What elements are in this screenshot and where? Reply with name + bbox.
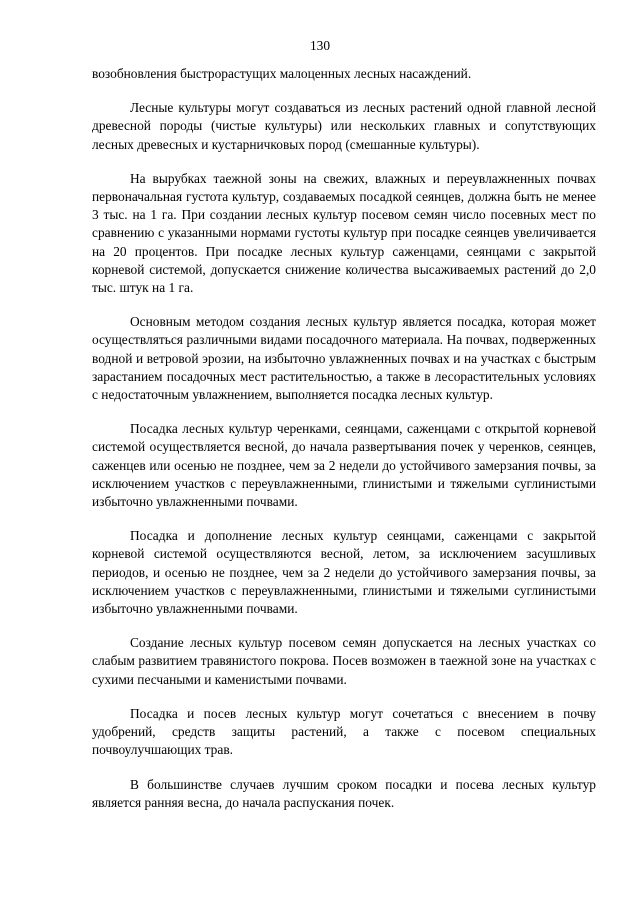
paragraph: Лесные культуры могут создаваться из лесных растений одной главной лесной древесной породы (чистые культуры) или нескольких главных и сопутствующих лесных древесных и кустарничковых пород (смешанные культуры). bbox=[92, 100, 596, 152]
paragraph: Посадка и посев лесных культур могут сочетаться с внесением в почву удобрений, средств защиты растений, а также с посевом специальных почвоулучшающих трав. bbox=[92, 705, 596, 758]
paragraph: Создание лесных культур посевом семян допускается на лесных участках со слабым развитием травянистого покрова. Посев возможен в таежной зоне на участках с сухими песчаными и каменистыми почвами. bbox=[92, 635, 596, 687]
paragraph: В большинстве случаев лучшим сроком посадки и посева лесных культур является ранняя весна, до начала распускания почек. bbox=[92, 776, 596, 810]
paragraph: Посадка и дополнение лесных культур сеянцами, саженцами с закрытой корневой системой осуществляются весной, летом, за исключением засушливых периодов, и осенью не позднее, чем за 2 недели до устойчивого замерзания почвы, за исключением участков с переувлажненными, глинистыми и тяжелыми суглинистыми избыточно увлажненными почвами. bbox=[92, 528, 596, 617]
paragraph: На вырубках таежной зоны на свежих, влажных и переувлажненных почвах первоначальная густота культур, создаваемых посадкой сеянцев, должна быть не менее 3 тыс. на 1 га. При создании лесных культур посевом семян число посевных мест по сравнению с указанными нормами густоты культур при посадке сеянцев увеличивается на 20 процентов. При посадке лесных культур саженцами, сеянцами с закрытой корневой системой, допускается снижение количества высаживаемых растений до 2,0 тыс. штук на 1 га. bbox=[92, 170, 596, 296]
paragraph-continuation: возобновления быстрорастущих малоценных лесных насаждений. bbox=[92, 66, 472, 81]
page-number: 130 bbox=[309, 38, 331, 53]
paragraph: Посадка лесных культур черенками, сеянцами, саженцами с открытой корневой системой осуществляется весной, до начала развертывания почек у черенков, сеянцев, саженцев или осенью не позднее, чем за 2 недели до устойчивого замерзания почвы, за исключением участков с переувлажненными, глинистыми и тяжелыми суглинистыми избыточно увлажненными почвами. bbox=[92, 421, 596, 510]
paragraph: Основным методом создания лесных культур является посадка, которая может осуществляться различными видами посадочного материала. На почвах, подверженных водной и ветровой эрозии, на избыточно увлажненных почвах и на участках с быстрым зарастанием посадочных мест растительностью, а также в лесорастительных условиях с недостаточным увлажнением, выполняется посадка лесных культур. bbox=[92, 314, 596, 403]
document-body bbox=[92, 65, 596, 828]
